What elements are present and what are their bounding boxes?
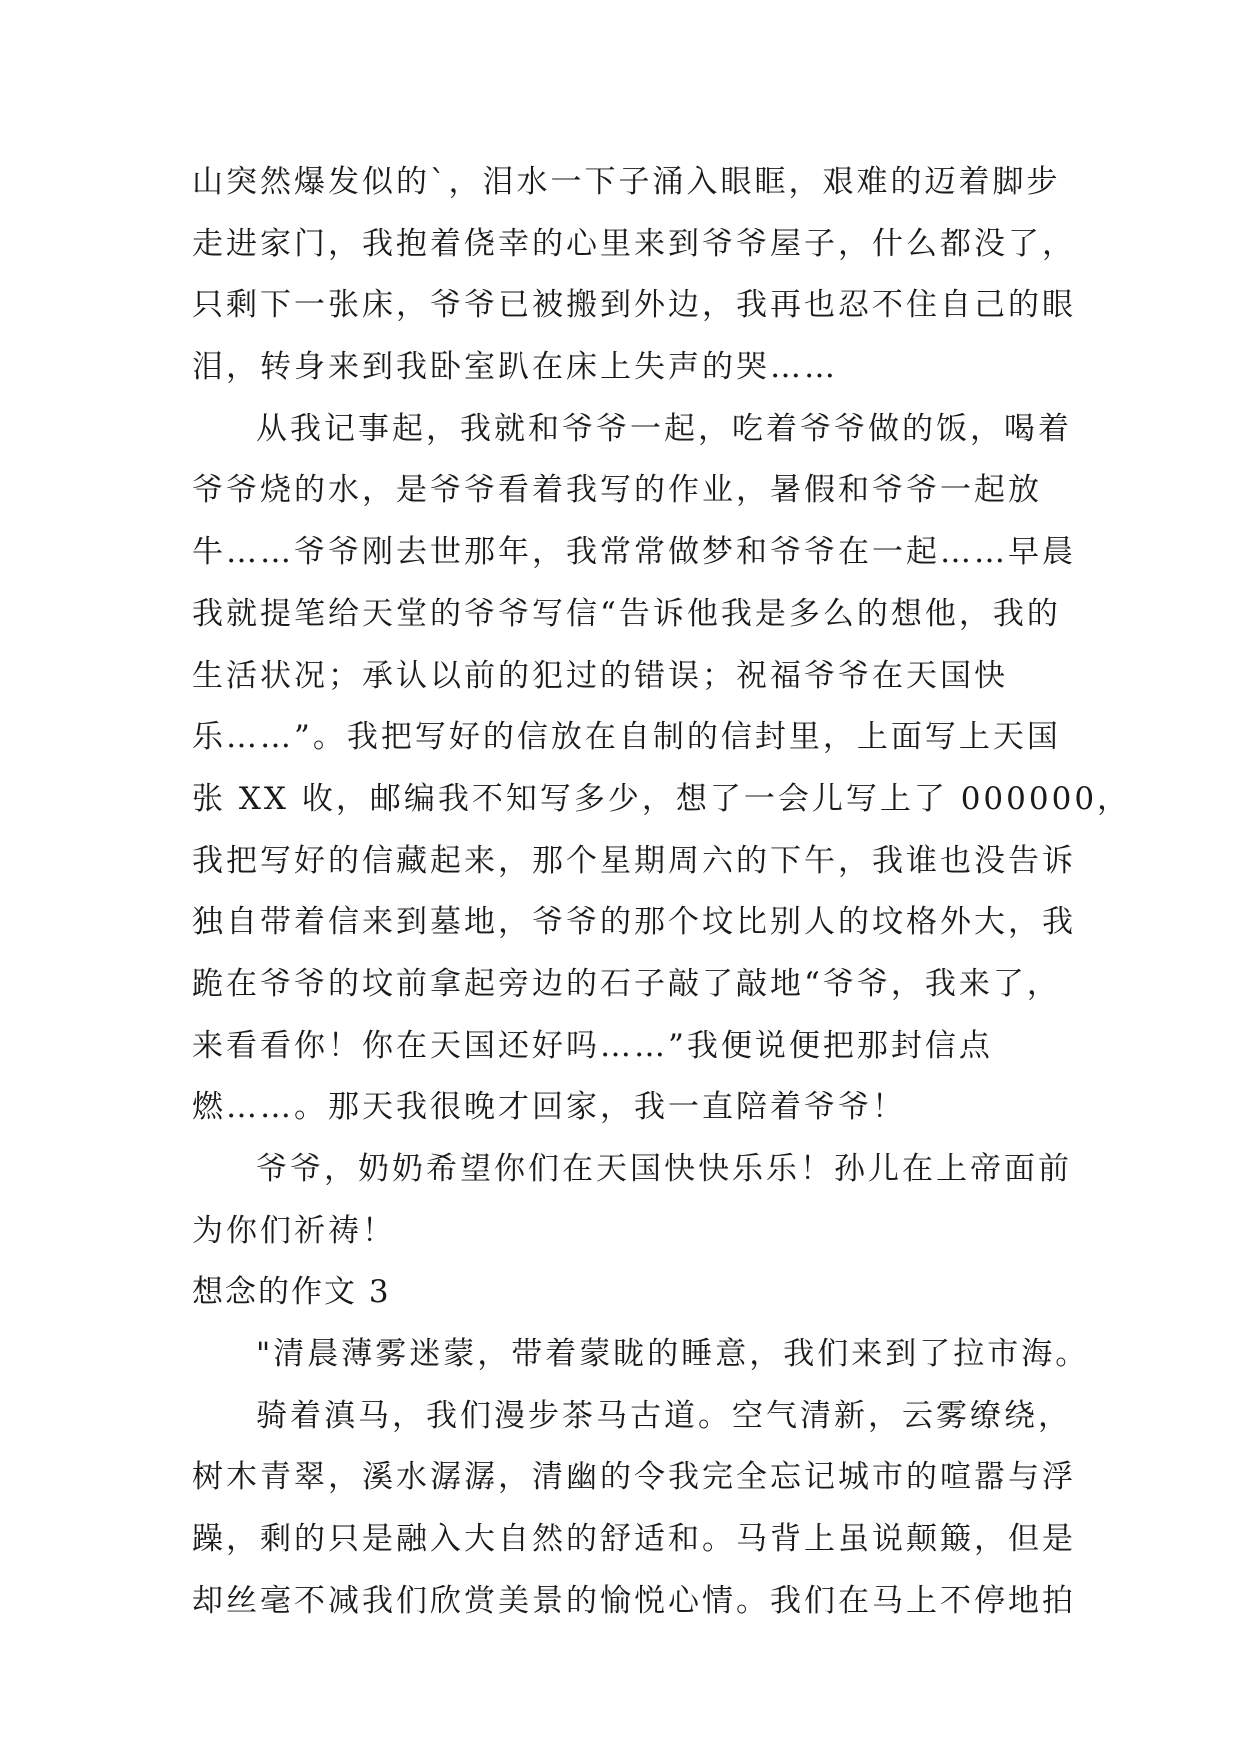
text-line: 乐……”。我把写好的信放在自制的信封里，上面写上天国 [192, 719, 1061, 756]
section-heading: 想念的作文 3 [192, 1274, 391, 1311]
text-line: 张 XX 收，邮编我不知写多少，想了一会儿写上了 000000， [192, 780, 1132, 817]
paragraph-first-line: "清晨薄雾迷蒙，带着蒙眬的睡意，我们来到了拉市海。 [256, 1336, 1090, 1373]
text-line: 山突然爆发似的`，泪水一下子涌入眼眶，艰难的迈着脚步 [192, 164, 1061, 200]
text-line: 躁，剩的只是融入大自然的舒适和。马背上虽说颠簸，但是 [192, 1521, 1076, 1558]
text-line: 生活状况；承认以前的犯过的错误；祝福爷爷在天国快 [192, 657, 1008, 694]
essay-body [192, 152, 1132, 1633]
paragraph-first-line: 爷爷，奶奶希望你们在天国快快乐乐！孙儿在上帝面前 [256, 1151, 1072, 1187]
text-line: 走进家门，我抱着侥幸的心里来到爷爷屋子，什么都没了， [192, 225, 1076, 262]
text-line: 泪，转身来到我卧室趴在床上失声的哭…… [192, 349, 838, 386]
text-line: 跪在爷爷的坟前拿起旁边的石子敲了敲地“爷爷，我来了， [192, 965, 1061, 1002]
text-line: 却丝毫不减我们欣赏美景的愉悦心情。我们在马上不停地拍 [192, 1582, 1076, 1619]
paragraph-first-line: 从我记事起，我就和爷爷一起，吃着爷爷做的饭，喝着 [256, 410, 1072, 447]
text-line: 我就提笔给天堂的爷爷写信“告诉他我是多么的想他，我的 [192, 595, 1061, 632]
text-line: 燃……。那天我很晚才回家，我一直陪着爷爷！ [192, 1089, 906, 1126]
text-line: 为你们祈祷！ [192, 1212, 396, 1249]
paragraph-first-line: 骑着滇马，我们漫步茶马古道。空气清新，云雾缭绕， [256, 1397, 1072, 1434]
text-line: 独自带着信来到墓地，爷爷的那个坟比别人的坟格外大，我 [192, 904, 1076, 941]
text-line: 来看看你！你在天国还好吗……”我便说便把那封信点 [192, 1027, 993, 1064]
text-line: 我把写好的信藏起来，那个星期周六的下午，我谁也没告诉 [192, 842, 1076, 879]
text-line: 牛……爷爷刚去世那年，我常常做梦和爷爷在一起……早晨 [192, 534, 1076, 571]
text-line: 树木青翠，溪水潺潺，清幽的令我完全忘记城市的喧嚣与浮 [192, 1459, 1076, 1496]
text-line: 爷爷烧的水，是爷爷看着我写的作业，暑假和爷爷一起放 [192, 472, 1042, 509]
text-line: 只剩下一张床，爷爷已被搬到外边，我再也忍不住自己的眼 [192, 287, 1076, 324]
